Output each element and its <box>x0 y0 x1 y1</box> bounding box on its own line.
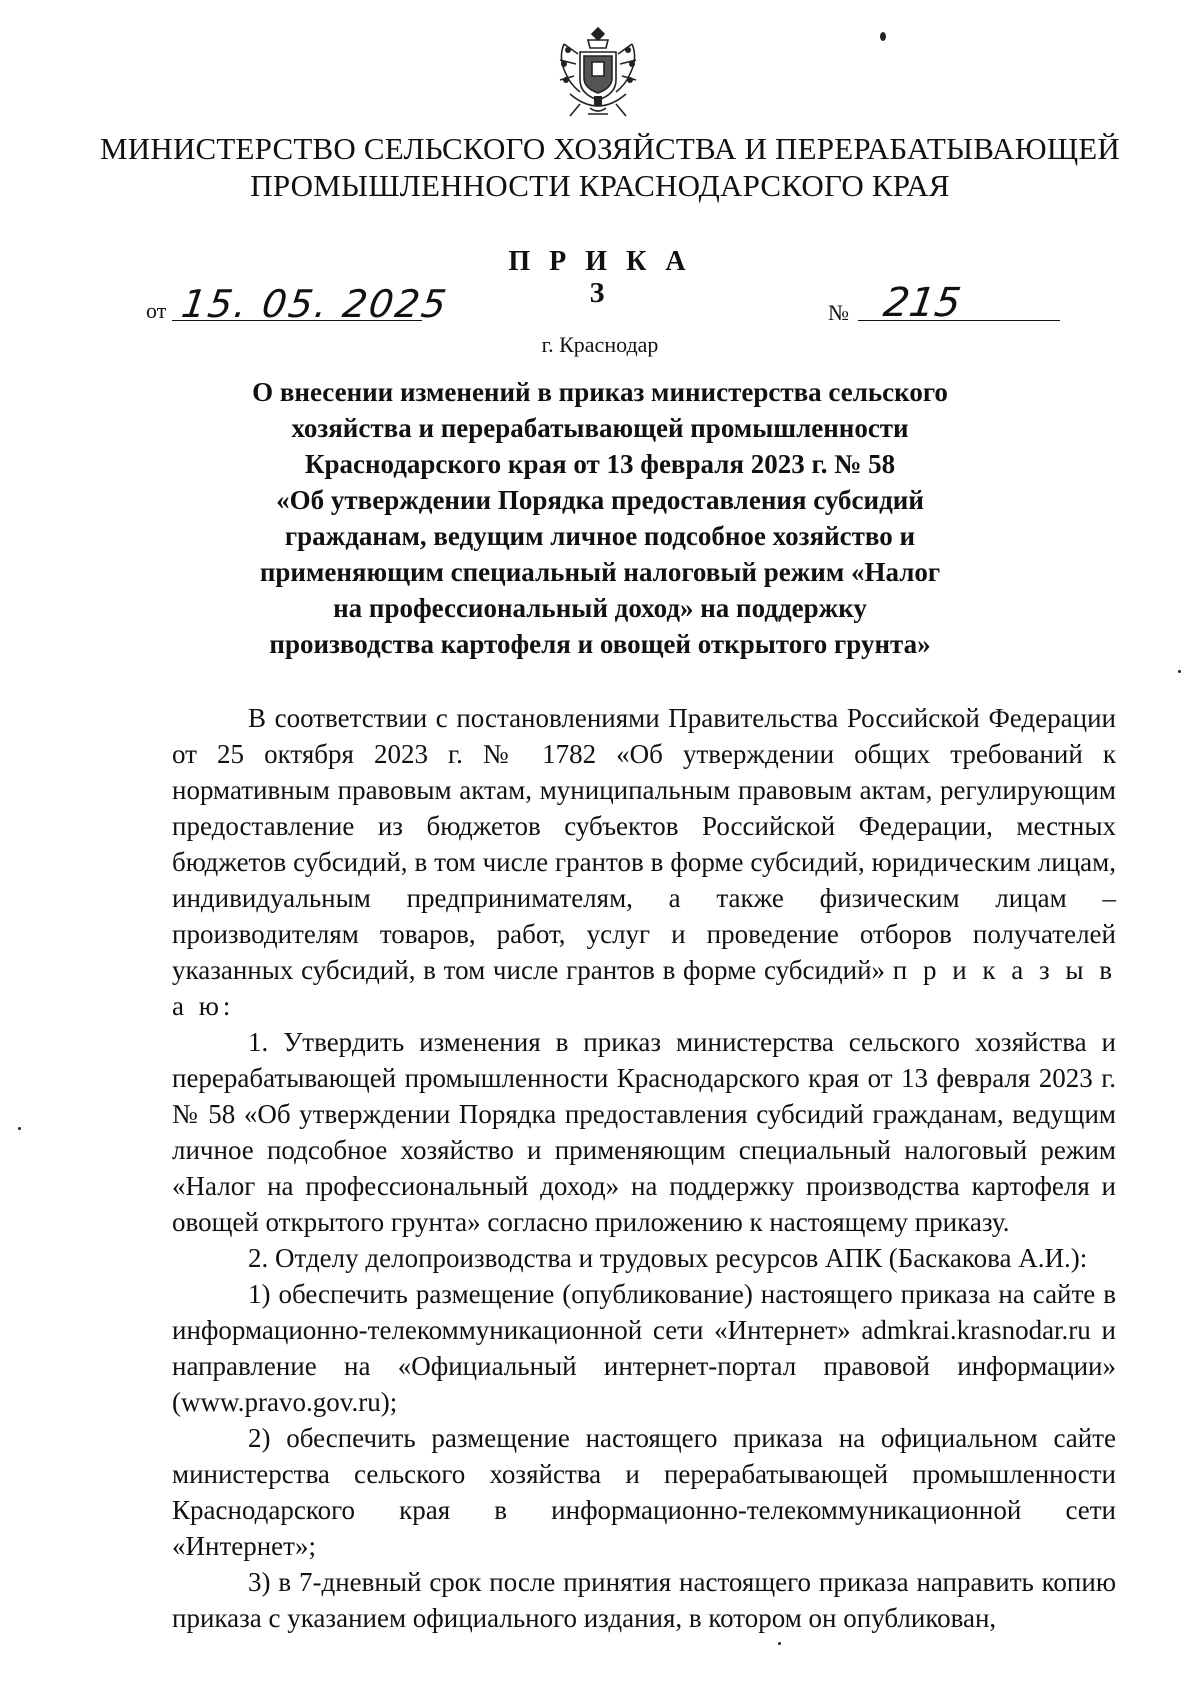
subclause-2-paragraph: 2) обеспечить размещение настоящего приказа на официальном сайте министерства сельского хозяйства и перерабатывающей промышленности Краснодарского края в информационно-телекоммуникационной сети «Интернет»; <box>172 1423 1116 1561</box>
title-line: применяющим специальный налоговый режим «Налог <box>259 557 941 587</box>
ministry-name <box>100 130 1121 204</box>
title-line: на профессиональный доход» на поддержку <box>333 593 867 623</box>
title-line: хозяйства и перерабатывающей промышленности <box>291 413 909 443</box>
title-line: О внесении изменений в приказ министерства сельского <box>252 377 948 407</box>
scan-speck <box>880 32 886 41</box>
document-type: П Р И К А З <box>508 246 692 309</box>
subclause-3-paragraph: 3) в 7-дневный срок после принятия настоящего приказа направить копию приказа с указанием официального издания, в котором он опубликован, <box>172 1567 1116 1633</box>
title-line: производства картофеля и овощей открытого грунта» <box>269 629 931 659</box>
number-label: № <box>828 300 849 325</box>
order-word: п р и к а з ы в а ю: <box>172 955 1117 1021</box>
handwritten-date: 15. 05. 2025 <box>178 282 451 326</box>
city: г. Краснодар <box>541 332 659 357</box>
preamble-paragraph <box>172 700 1116 1024</box>
date-label: от <box>146 298 167 323</box>
title-line: гражданам, ведущим личное подсобное хозяйство и <box>284 521 916 551</box>
preamble-text: В соответствии с постановлениями Правительства Российской Федерации от 25 октября 2023 г. № 1782 «Об утверждении общих требований к нормативным правовым актам, муниципальным правовым актам, регулирующим предоставление из бюджетов субъектов Российской Федерации, местных бюджетов субсидий, в том числе грантов в форме субсидий, юридическим лицам, индивидуальным предпринимателям, а также физическим лицам – производителям товаров, работ, услуг и проведение отборов получателей указанных субсидий, в том числе грантов в форме субсидий» <box>172 703 1116 985</box>
ministry-line: ПРОМЫШЛЕННОСТИ КРАСНОДАРСКОГО КРАЯ <box>250 168 950 203</box>
title-line: Краснодарского края от 13 февраля 2023 г. № 58 <box>304 449 896 479</box>
document-body <box>172 700 1116 1636</box>
coat-of-arms-emblem <box>550 24 646 124</box>
title-line: «Об утверждении Порядка предоставления субсидий <box>276 485 924 515</box>
clause-1-paragraph: 1. Утвердить изменения в приказ министерства сельского хозяйства и перерабатывающей промышленности Краснодарского края от 13 февраля 2023 г. № 58 «Об утверждении Порядка предоставления субсидий гражданам, ведущим личное подсобное хозяйство и применяющим специальный налоговый режим «Налог на профессиональный доход» на поддержку производства картофеля и овощей открытого грунта» согласно приложению к настоящему приказу. <box>172 1027 1116 1237</box>
scan-speck <box>778 1642 781 1645</box>
document-title <box>160 374 1040 662</box>
subclause-1-paragraph: 1) обеспечить размещение (опубликование) настоящего приказа на сайте в информационно-телекоммуникационной сети «Интернет» admkrai.krasnodar.ru и направление на «Официальный интернет-портал правовой информации» (www.pravo.gov.ru); <box>172 1279 1116 1417</box>
ministry-line: МИНИСТЕРСТВО СЕЛЬСКОГО ХОЗЯЙСТВА И ПЕРЕРАБАТЫВАЮЩЕЙ <box>100 131 1121 166</box>
handwritten-number: 215 <box>880 280 964 326</box>
scan-speck <box>18 1127 21 1130</box>
scan-speck <box>1178 670 1181 673</box>
clause-2-paragraph: 2. Отделу делопроизводства и трудовых ресурсов АПК (Баскакова А.И.): <box>248 1243 1088 1273</box>
